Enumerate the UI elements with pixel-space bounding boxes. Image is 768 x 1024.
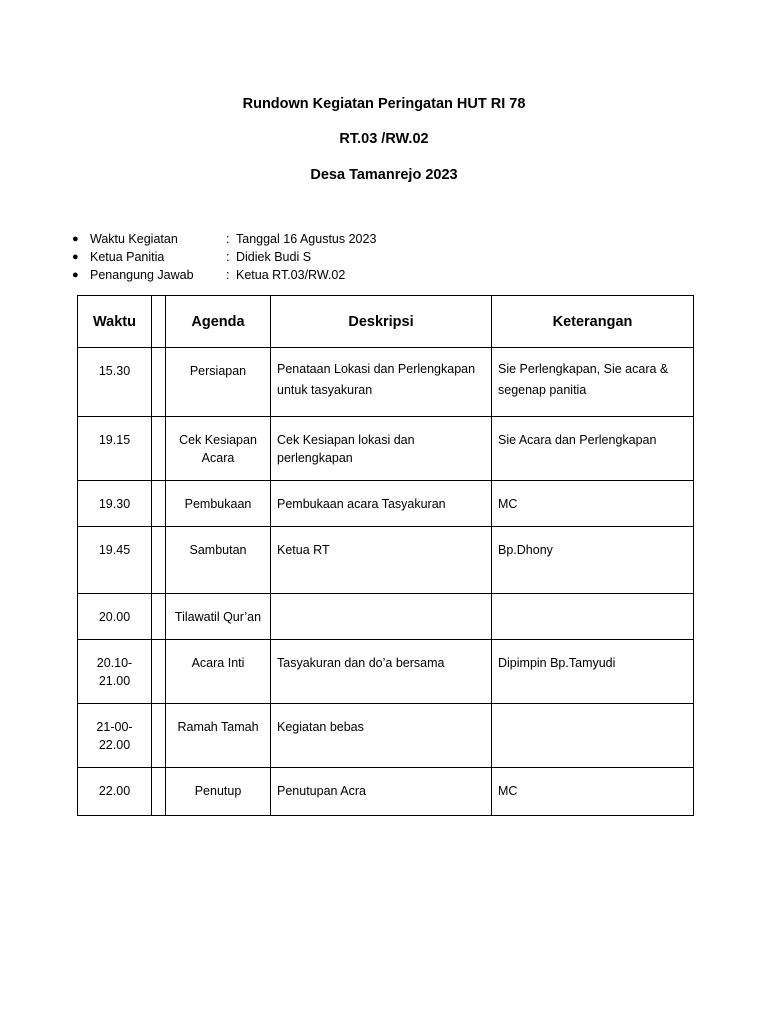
- cell-agenda: Acara Inti: [166, 640, 271, 704]
- table-row: [78, 768, 694, 816]
- info-colon: :: [226, 268, 230, 282]
- cell-agenda: Tilawatil Qur’an: [166, 594, 271, 640]
- info-label: Ketua Panitia: [90, 250, 165, 264]
- cell-spacer: [152, 594, 166, 640]
- info-colon: :: [226, 232, 230, 246]
- header-waktu: Waktu: [78, 296, 152, 348]
- cell-deskripsi: Penataan Lokasi dan Perlengkapan untuk tasyakuran: [271, 348, 492, 417]
- info-label: Penangung Jawab: [90, 268, 194, 282]
- cell-keterangan: [492, 594, 694, 640]
- table-row: [78, 417, 694, 481]
- cell-waktu: 21-00-22.00: [78, 704, 152, 768]
- cell-keterangan: Bp.Dhony: [492, 527, 694, 594]
- cell-keterangan: Dipimpin Bp.Tamyudi: [492, 640, 694, 704]
- cell-deskripsi: Tasyakuran dan do’a bersama: [271, 640, 492, 704]
- header-keterangan: Keterangan: [492, 296, 694, 348]
- cell-spacer: [152, 640, 166, 704]
- cell-keterangan: MC: [492, 481, 694, 527]
- cell-waktu: 20.00: [78, 594, 152, 640]
- info-colon: :: [226, 250, 230, 264]
- cell-keterangan: MC: [492, 768, 694, 816]
- cell-deskripsi: [271, 594, 492, 640]
- cell-spacer: [152, 527, 166, 594]
- cell-spacer: [152, 417, 166, 481]
- cell-keterangan: Sie Acara dan Perlengkapan: [492, 417, 694, 481]
- info-value: Tanggal 16 Agustus 2023: [236, 232, 377, 246]
- rundown-table: [77, 295, 694, 816]
- cell-agenda: Cek Kesiapan Acara: [166, 417, 271, 481]
- header-deskripsi: Deskripsi: [271, 296, 492, 348]
- cell-agenda: Ramah Tamah: [166, 704, 271, 768]
- document-subtitle-desa: Desa Tamanrejo 2023: [310, 167, 458, 183]
- document-subtitle-rt-rw: RT.03 /RW.02: [339, 131, 429, 147]
- cell-deskripsi: Cek Kesiapan lokasi dan perlengkapan: [271, 417, 492, 481]
- bullet-icon: ●: [72, 251, 79, 263]
- table-row: [78, 527, 694, 594]
- cell-agenda: Sambutan: [166, 527, 271, 594]
- cell-waktu: 19.45: [78, 527, 152, 594]
- cell-deskripsi: Penutupan Acra: [271, 768, 492, 816]
- cell-keterangan: Sie Perlengkapan, Sie acara & segenap panitia: [492, 348, 694, 417]
- cell-spacer: [152, 348, 166, 417]
- cell-deskripsi: Ketua RT: [271, 527, 492, 594]
- cell-agenda: Pembukaan: [166, 481, 271, 527]
- cell-agenda: Persiapan: [166, 348, 271, 417]
- table-row: [78, 640, 694, 704]
- header-agenda: Agenda: [166, 296, 271, 348]
- cell-deskripsi: Pembukaan acara Tasyakuran: [271, 481, 492, 527]
- cell-spacer: [152, 768, 166, 816]
- table-row: [78, 481, 694, 527]
- bullet-icon: ●: [72, 269, 79, 281]
- cell-waktu: 20.10-21.00: [78, 640, 152, 704]
- table-row: [78, 348, 694, 417]
- header-spacer-column: [152, 296, 166, 348]
- info-value: Didiek Budi S: [236, 250, 312, 264]
- cell-spacer: [152, 704, 166, 768]
- bullet-icon: ●: [72, 233, 79, 245]
- cell-waktu: 19.30: [78, 481, 152, 527]
- cell-deskripsi: Kegiatan bebas: [271, 704, 492, 768]
- cell-waktu: 15.30: [78, 348, 152, 417]
- table-header-row: [78, 296, 694, 348]
- cell-spacer: [152, 481, 166, 527]
- cell-agenda: Penutup: [166, 768, 271, 816]
- cell-waktu: 22.00: [78, 768, 152, 816]
- cell-waktu: 19.15: [78, 417, 152, 481]
- table-row: [78, 704, 694, 768]
- info-value: Ketua RT.03/RW.02: [236, 268, 346, 282]
- document-title: Rundown Kegiatan Peringatan HUT RI 78: [242, 96, 526, 112]
- table-row: [78, 594, 694, 640]
- cell-keterangan: [492, 704, 694, 768]
- info-label: Waktu Kegiatan: [90, 232, 178, 246]
